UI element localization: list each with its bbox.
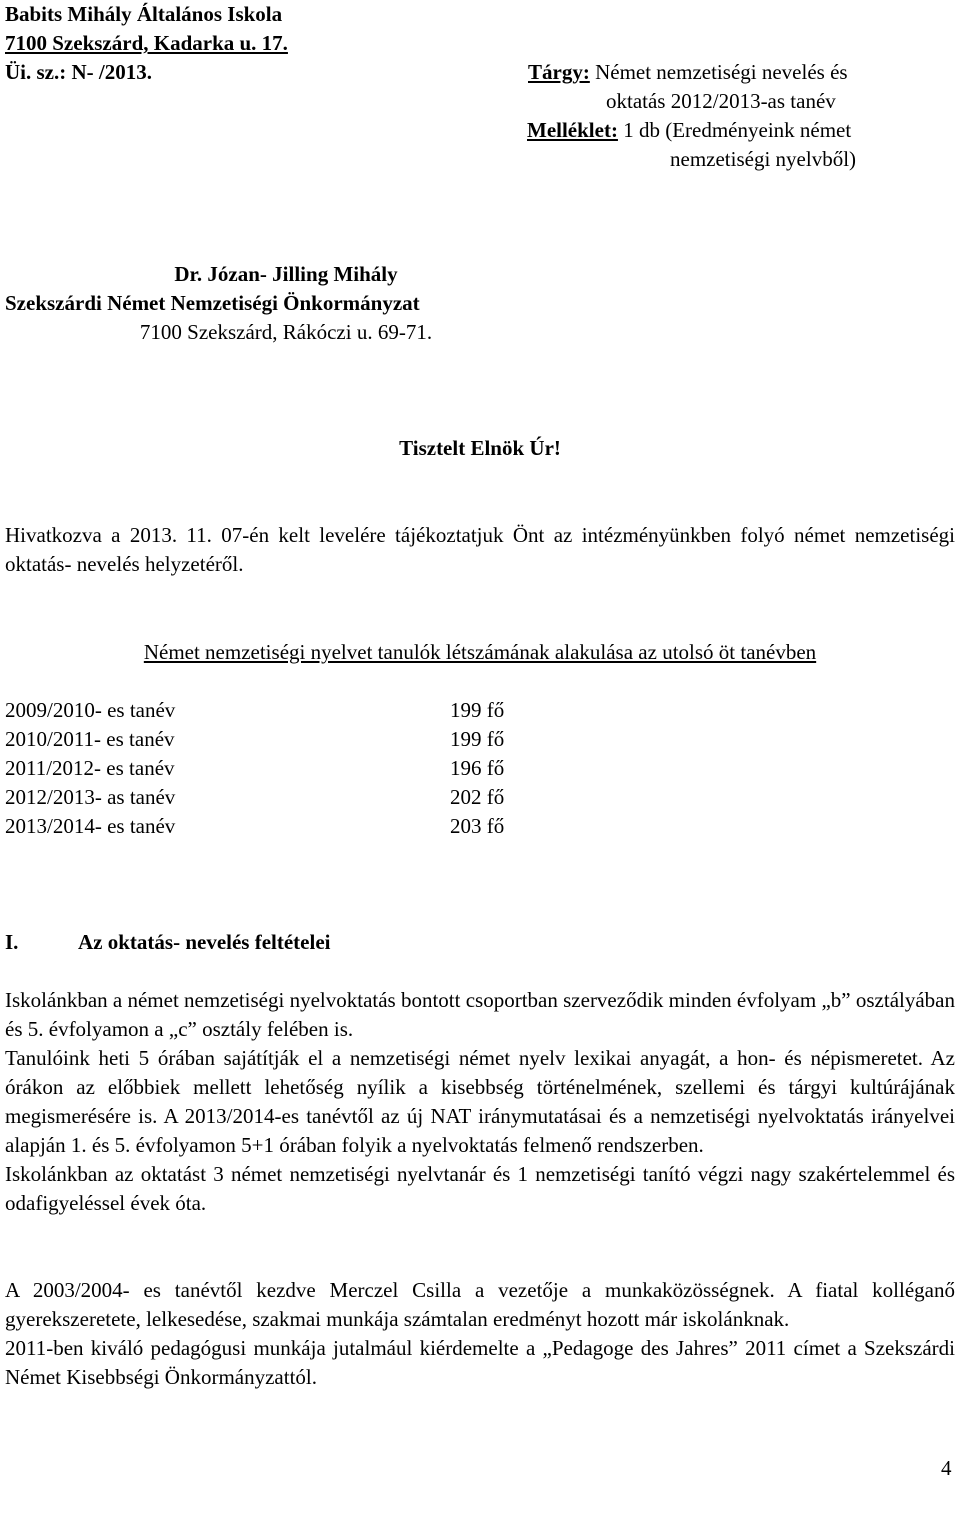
reference-number: Üi. sz.: N- /2013. bbox=[5, 60, 152, 84]
recipient-org: Szekszárdi Német Nemzetiségi Önkormányzat bbox=[5, 291, 420, 315]
stats-row bbox=[5, 783, 605, 812]
stats-row bbox=[5, 696, 605, 725]
stats-count: 203 fő bbox=[450, 814, 505, 838]
stats-year: 2011/2012- es tanév bbox=[5, 756, 175, 780]
body-paragraph: A 2003/2004- es tanévtől kezdve Merczel Csilla a vezetője a munkaközösségnek. A fiatal kolléganő gyerekszeretete, lelkesedése, szakmai munkája számtalan eredményt hozott már iskolánknak. bbox=[5, 1278, 955, 1331]
stats-row bbox=[5, 754, 605, 783]
body-paragraph: Iskolánkban a német nemzetiségi nyelvoktatás bontott csoportban szerveződik minden évfolyam „b” osztályában és 5. évfolyamon a „c” osztály felében is. bbox=[5, 988, 955, 1041]
section-title: Az oktatás- nevelés feltételei bbox=[78, 930, 331, 954]
body-paragraph: Iskolánkban az oktatást 3 német nemzetiségi nyelvtanár és 1 nemzetiségi tanító végzi nagy szakértelemmel és odafigyeléssel évek óta. bbox=[5, 1162, 955, 1215]
recipient-name: Dr. Józan- Jilling Mihály bbox=[174, 262, 398, 286]
sender-school: Babits Mihály Általános Iskola bbox=[5, 2, 283, 26]
subject-text-1: Német nemzetiségi nevelés és bbox=[589, 60, 848, 84]
section-number: I. bbox=[5, 930, 19, 954]
stats-count: 199 fő bbox=[450, 698, 505, 722]
attachment-text-1: 1 db (Eredményeink német bbox=[617, 118, 852, 142]
stats-heading: Német nemzetiségi nyelvet tanulók létszámának alakulása az utolsó öt tanévben bbox=[143, 640, 817, 664]
stats-row bbox=[5, 725, 605, 754]
stats-count: 196 fő bbox=[450, 756, 505, 780]
subject-label: Tárgy: bbox=[528, 60, 590, 84]
page-number: 4 bbox=[941, 1456, 952, 1480]
salutation: Tisztelt Elnök Úr! bbox=[399, 436, 561, 460]
attachment-line bbox=[527, 116, 851, 145]
attachment-label: Melléklet: bbox=[527, 118, 618, 142]
attachment-text-2: nemzetiségi nyelvből) bbox=[670, 147, 857, 171]
section-body-2 bbox=[5, 1276, 955, 1392]
subject-line bbox=[528, 58, 848, 87]
stats-year: 2010/2011- es tanév bbox=[5, 727, 175, 751]
body-paragraph: 2011-ben kiváló pedagógusi munkája jutalmául kiérdemelte a „Pedagoge des Jahres” 2011 címet a Szekszárdi Német Kisebbségi Önkormányzattól. bbox=[5, 1336, 955, 1389]
recipient-address: 7100 Szekszárd, Rákóczi u. 69-71. bbox=[139, 320, 433, 344]
stats-row bbox=[5, 812, 605, 841]
body-paragraph: Tanulóink heti 5 órában sajátítják el a nemzetiségi német nyelv lexikai anyagát, a hon- és népismeretet. Az órákon az előbbiek mellett lehetőség nyílik a kisebbség történelmének, szellemi és tárgyi kultúrájának megismerésére is. A 2013/2014-es tanévtől az új NAT iránymutatásai és a nemzetiségi nyelvoktatás irányelvei alapján 1. és 5. évfolyamon 5+1 órában folyik a nyelvoktatás felmenő rendszerben. bbox=[5, 1046, 955, 1157]
stats-year: 2012/2013- as tanév bbox=[5, 785, 176, 809]
stats-count: 202 fő bbox=[450, 785, 505, 809]
intro-paragraph: Hivatkozva a 2013. 11. 07-én kelt levelére tájékoztatjuk Önt az intézményünkben folyó német nemzetiségi oktatás- nevelés helyzetéről. bbox=[5, 523, 955, 576]
stats-count: 199 fő bbox=[450, 727, 505, 751]
stats-year: 2009/2010- es tanév bbox=[5, 698, 176, 722]
subject-text-2: oktatás 2012/2013-as tanév bbox=[606, 89, 836, 113]
sender-address: 7100 Szekszárd, Kadarka u. 17. bbox=[5, 31, 288, 55]
stats-year: 2013/2014- es tanév bbox=[5, 814, 176, 838]
section-body bbox=[5, 986, 955, 1218]
